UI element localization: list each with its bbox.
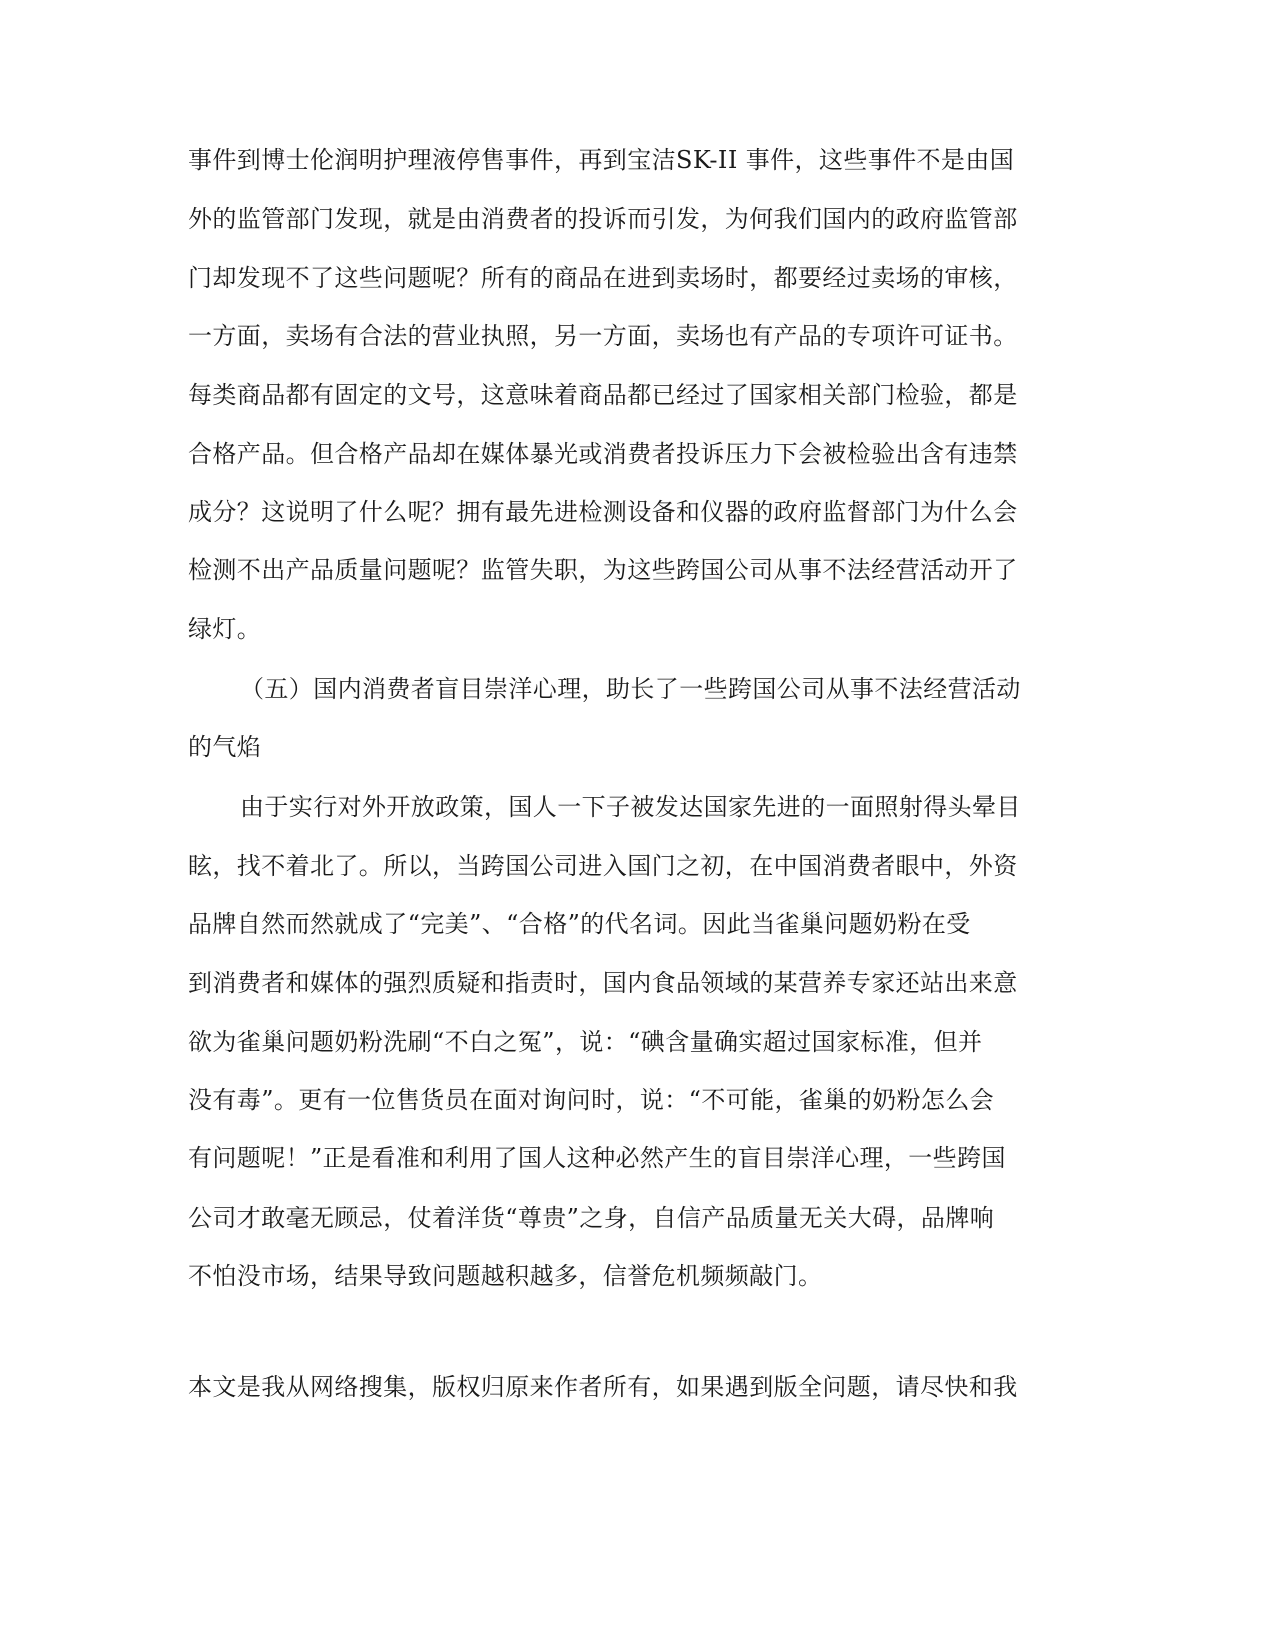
paragraph-1-line-1: 事件到博士伦润明护理液停售事件，再到宝洁SK-II 事件，这些事件不是由国 [188, 146, 1015, 174]
paragraph-2-line-3: 品牌自然而然就成了“完美”、“合格”的代名词。因此当雀巢问题奶粉在受 [188, 910, 971, 938]
paragraph-1-line-5: 每类商品都有固定的文号，这意味着商品都已经过了国家相关部门检验，都是 [188, 381, 1018, 409]
paragraph-2-line-5: 欲为雀巢问题奶粉洗刷“不白之冤”，说：“碘含量确实超过国家标准，但并 [188, 1028, 983, 1056]
paragraph-2-line-7: 有问题呢！”正是看准和利用了国人这种必然产生的盲目崇洋心理，一些跨国 [188, 1144, 1006, 1172]
paragraph-1-line-3: 门却发现不了这些问题呢？所有的商品在进到卖场时，都要经过卖场的审核， [188, 264, 1018, 292]
paragraph-2-line-4: 到消费者和媒体的强烈质疑和指责时，国内食品领域的某营养专家还站出来意 [188, 969, 1018, 997]
paragraph-2-line-9: 不怕没市场，结果导致问题越积越多，信誉危机频频敲门。 [188, 1262, 823, 1290]
paragraph-1-line-7: 成分？这说明了什么呢？拥有最先进检测设备和仪器的政府监督部门为什么会 [188, 498, 1018, 526]
paragraph-1-line-4: 一方面，卖场有合法的营业执照，另一方面，卖场也有产品的专项许可证书。 [188, 322, 1018, 350]
paragraph-1-line-9: 绿灯。 [188, 615, 262, 643]
paragraph-1-line-2: 外的监管部门发现，就是由消费者的投诉而引发，为何我们国内的政府监管部 [188, 205, 1018, 233]
copyright-note: 本文是我从网络搜集，版权归原来作者所有，如果遇到版全问题，请尽快和我 [188, 1373, 1018, 1401]
paragraph-2-line-8: 公司才敢毫无顾忌，仗着洋货“尊贵”之身，自信产品质量无关大碍，品牌响 [188, 1204, 995, 1232]
paragraph-1-line-8: 检测不出产品质量问题呢？监管失职，为这些跨国公司从事不法经营活动开了 [188, 556, 1018, 584]
paragraph-2-line-1: 由于实行对外开放政策，国人一下子被发达国家先进的一面照射得头晕目 [240, 793, 1021, 821]
paragraph-1-line-6: 合格产品。但合格产品却在媒体暴光或消费者投诉压力下会被检验出含有违禁 [188, 440, 1018, 468]
paragraph-2-line-6: 没有毒”。更有一位售货员在面对询问时，说：“不可能，雀巢的奶粉怎么会 [188, 1086, 995, 1114]
section-heading-line-1: （五）国内消费者盲目崇洋心理，助长了一些跨国公司从事不法经营活动 [240, 675, 1021, 703]
section-heading-line-2: 的气焰 [188, 733, 262, 761]
paragraph-2-line-2: 眩，找不着北了。所以，当跨国公司进入国门之初，在中国消费者眼中，外资 [188, 852, 1018, 880]
